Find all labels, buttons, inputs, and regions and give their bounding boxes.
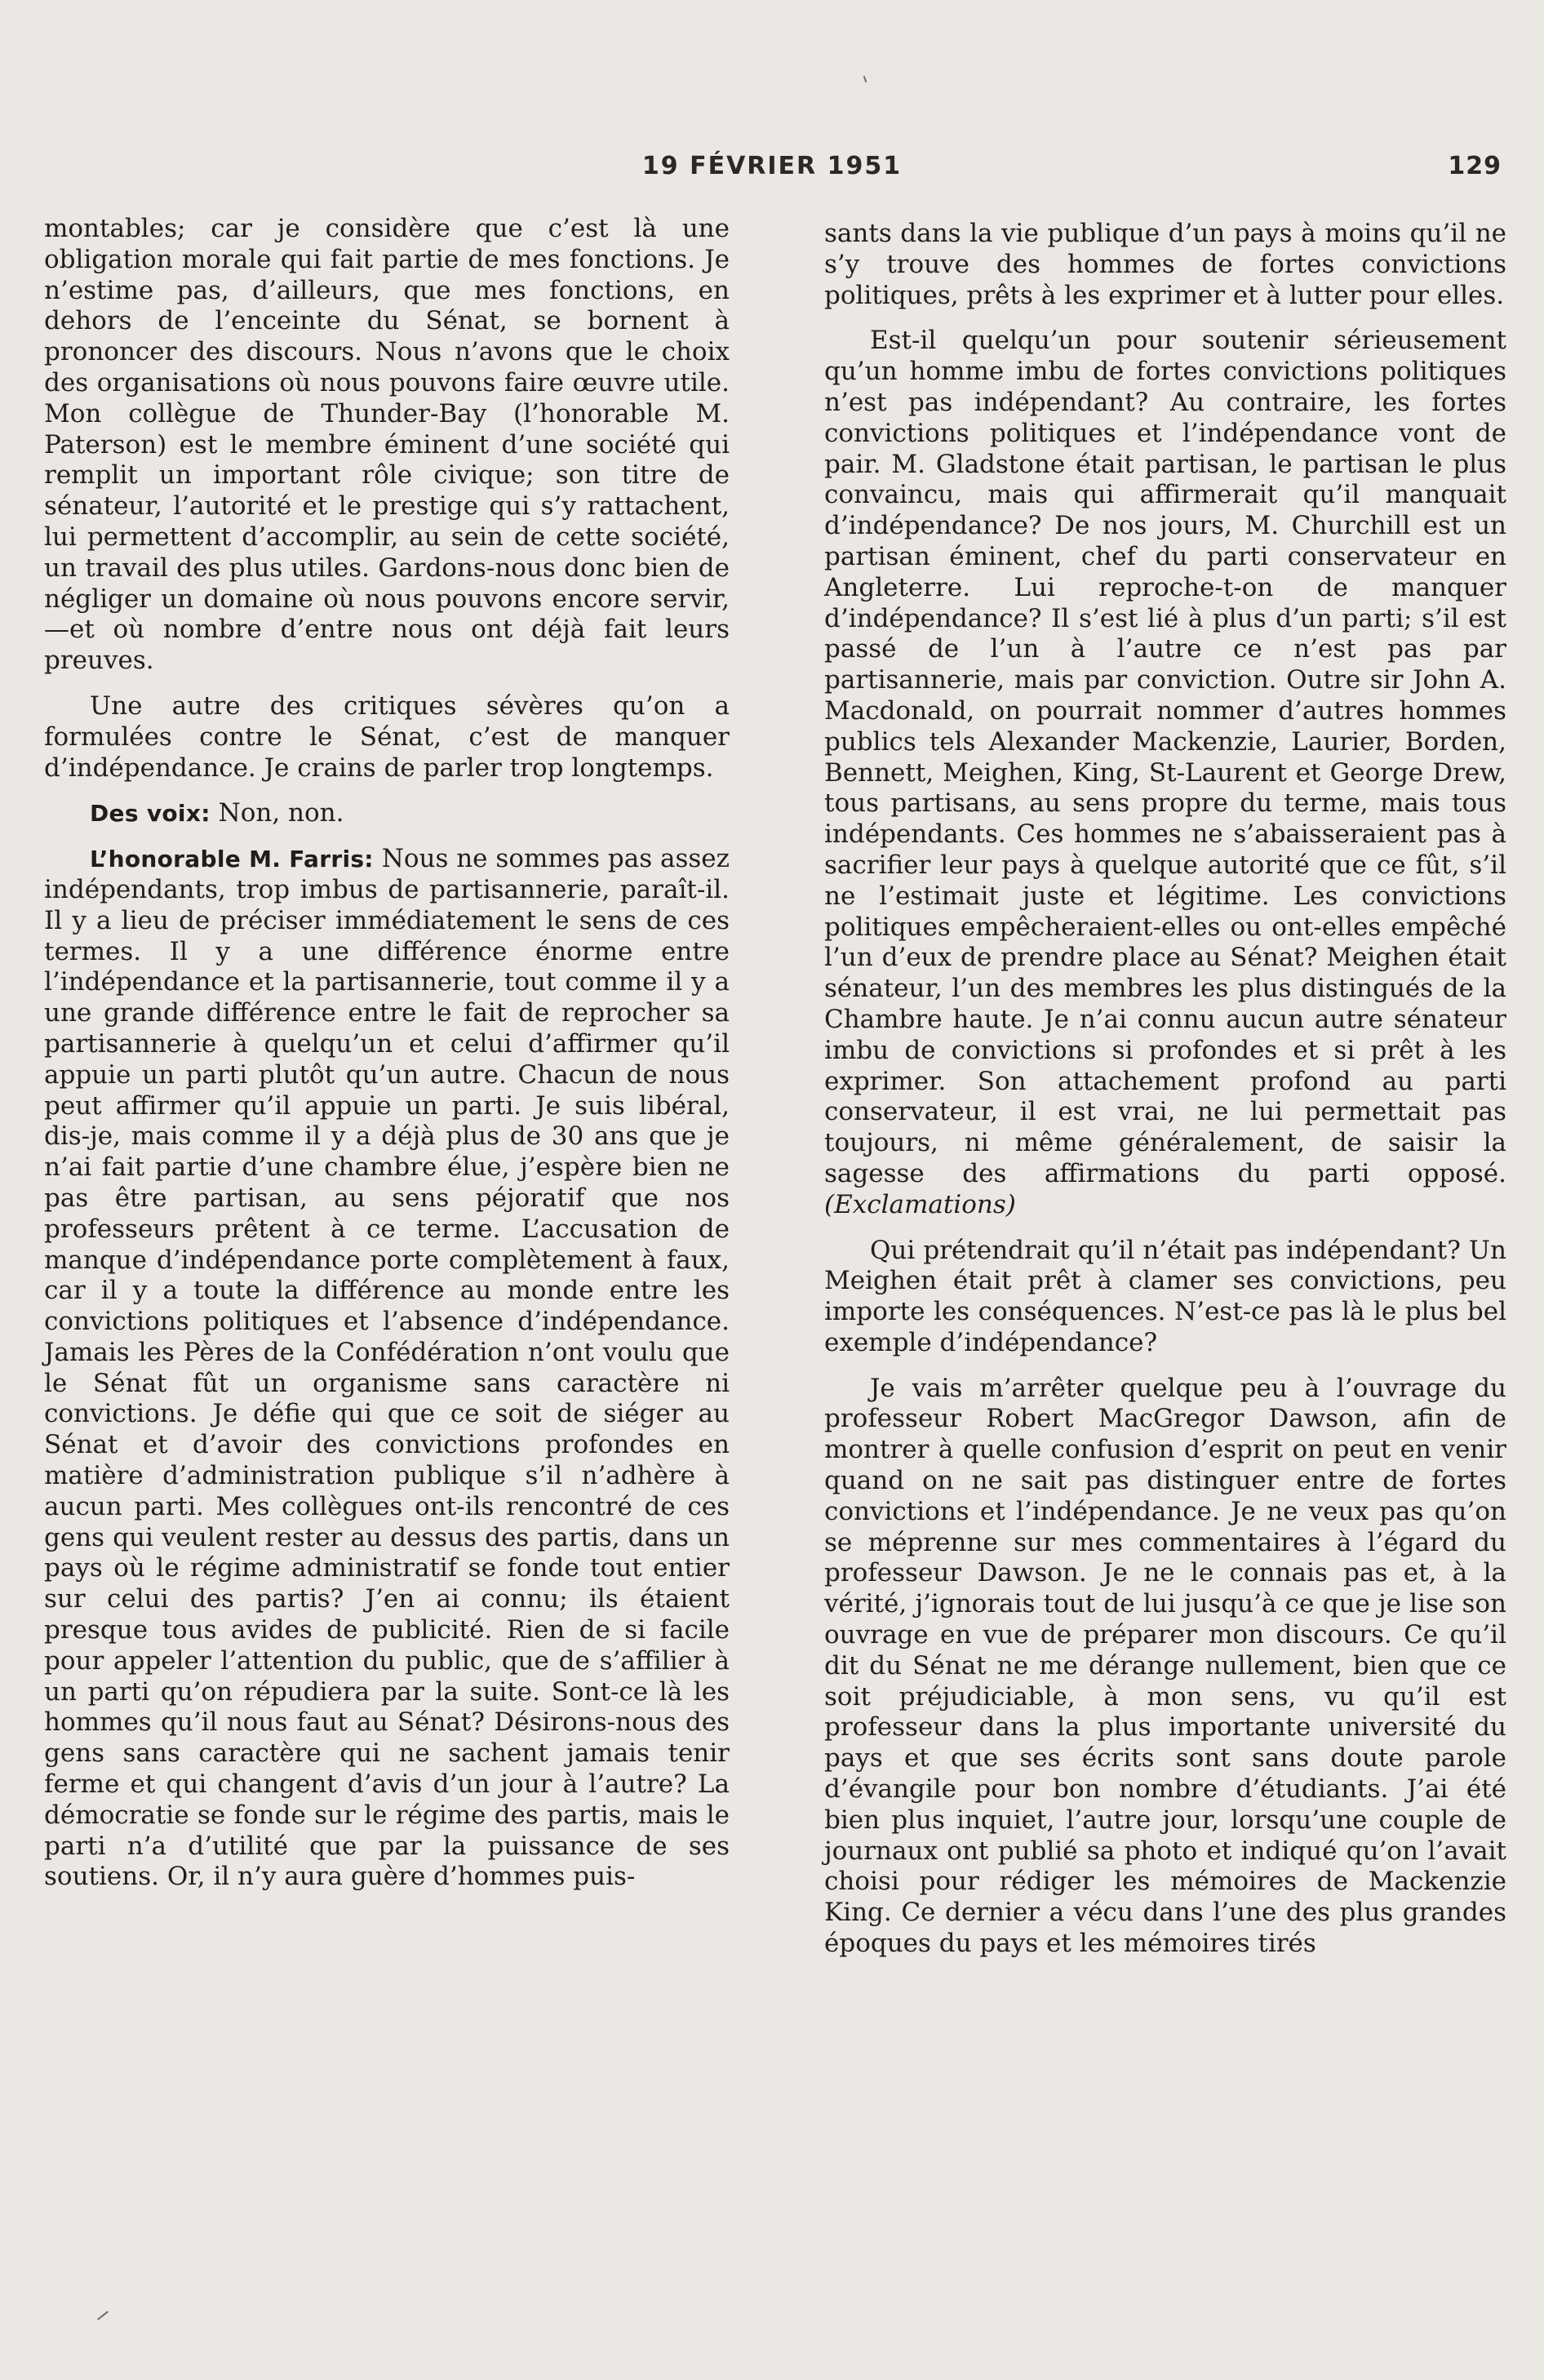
paragraph: Une autre des critiques sévères qu’on a formulées contre le Sénat, c’est de manquer d’indépendance. Je crains de parler trop longtemps.	[44, 690, 730, 783]
aside-exclamations: (Exclamations)	[824, 1189, 1016, 1219]
speech-paragraph	[44, 844, 730, 1893]
speaker-label: L’honorable M. Farris:	[90, 846, 374, 873]
page-number: 129	[1448, 152, 1502, 180]
paragraph: sants dans la vie publique d’un pays à moins qu’il ne s’y trouve des hommes de fortes convictions politiques, prêts à les exprimer et à lutter pour elles.	[824, 219, 1506, 310]
speech-text: Non, non.	[218, 798, 344, 828]
speech-paragraph	[44, 798, 730, 829]
paragraph-text: Est-il quelqu’un pour soutenir sérieusement qu’un homme imbu de fortes convictions politiques n’est pas indépendant? Au contraire, les fortes convictions politiques et l’indépendance vont de pair. M. Gladstone était partisan, le partisan le plus convaincu, mais qui affirmerait qu’il manquait d’indépendance? De nos jours, M. Churchill est un partisan éminent, chef du parti conservateur en Angleterre. Lui reproche-t-on de manquer d’indépendance? Il s’est lié à plus d’un parti; s’il est passé de l’un à l’autre ce n’est pas par partisannerie, mais par conviction. Outre sir John A. Macdonald, on pourrait nommer d’autres hommes publics tels Alexander Mackenzie, Laurier, Borden, Bennett, Meighen, King, St-Laurent et George Drew, tous partisans, au sens propre du terme, mais tous indépendants. Ces hommes ne s’abaisseraient pas à sacrifier leur pays à quelque autorité que ce fût, s’il ne l’estimait juste et légitime. Les convictions politiques empêcheraient-elles ou ont-elles empêché l’un d’eux de prendre place au Sénat? Meighen était sénateur, l’un des membres les plus distingués de la Chambre haute. Je n’ai connu aucun autre sénateur imbu de convictions si profondes et si prêt à les exprimer. Son attachement profond au parti conservateur, il est vrai, ne lui permettait pas toujours, ni même généralement, de saisir la sagesse des affirmations du parti opposé.	[824, 326, 1506, 1188]
right-column	[824, 219, 1506, 1960]
header-date: 19 FÉVRIER 1951	[641, 152, 903, 180]
left-column	[44, 214, 730, 1893]
paragraph	[824, 326, 1506, 1220]
page-header	[0, 152, 1544, 188]
scan-speck	[97, 2311, 109, 2320]
scan-speck	[863, 76, 867, 82]
paragraph: Qui prétendrait qu’il n’était pas indépendant? Un Meighen était prêt à clamer ses convictions, peu importe les conséquences. N’est-ce pas là le plus bel exemple d’indépendance?	[824, 1235, 1506, 1357]
speaker-label: Des voix:	[90, 800, 211, 828]
paragraph: montables; car je considère que c’est là une obligation morale qui fait partie de mes fonctions. Je n’estime pas, d’ailleurs, que mes fonctions, en dehors de l’enceinte du Sénat, se bornent à prononcer des discours. Nous n’avons que le choix des organisations où nous pouvons faire œuvre utile. Mon collègue de Thunder-Bay (l’honorable M. Paterson) est le membre éminent d’une société qui remplit un important rôle civique; son titre de sénateur, l’autorité et le prestige qui s’y rattachent, lui permettent d’accomplir, au sein de cette société, un travail des plus utiles. Gardons-nous donc bien de négliger un domaine où nous pouvons encore servir,—et où nombre d’entre nous ont déjà fait leurs preuves.	[44, 214, 730, 676]
paragraph: Je vais m’arrêter quelque peu à l’ouvrage du professeur Robert MacGregor Dawson, afin de montrer à quelle confusion d’esprit on peut en venir quand on ne sait pas distinguer entre de fortes convictions et l’indépendance. Je ne veux pas qu’on se méprenne sur mes commentaires à l’égard du professeur Dawson. Je ne le connais pas et, à la vérité, j’ignorais tout de lui jusqu’à ce que je lise son ouvrage en vue de préparer mon discours. Ce qu’il dit du Sénat ne me dérange nullement, bien que ce soit préjudiciable, à mon sens, vu qu’il est professeur dans la plus importante université du pays et que ses écrits sont sans doute parole d’évangile pour bon nombre d’étudiants. J’ai été bien plus inquiet, l’autre jour, lorsqu’une couple de journaux ont publié sa photo et indiqué qu’on l’avait choisi pour rédiger les mémoires de Mackenzie King. Ce dernier a vécu dans l’une des plus grandes époques du pays et les mémoires tirés	[824, 1373, 1506, 1959]
speech-text: Nous ne sommes pas assez indépendants, trop imbus de partisannerie, paraît-il. Il y a lieu de préciser immédiatement le sens de ces termes. Il y a une différence énorme entre l’indépendance et la partisannerie, tout comme il y a une grande différence entre le fait de reprocher sa partisannerie à quelqu’un et celui d’affirmer qu’il appuie un parti plutôt qu’un autre. Chacun de nous peut affirmer qu’il appuie un parti. Je suis libéral, dis-je, mais comme il y a déjà plus de 30 ans que je n’ai fait partie d’une chambre élue, j’espère bien ne pas être partisan, au sens péjoratif que nos professeurs prêtent à ce terme. L’accusation de manque d’indépendance porte complètement à faux, car il y a toute la différence au monde entre les convictions politiques et l’absence d’indépendance. Jamais les Pères de la Confédération n’ont voulu que le Sénat fût un organisme sans caractère ni convictions. Je défie qui que ce soit de siéger au Sénat et d’avoir des convictions profondes en matière d’administration publique s’il n’adhère à aucun parti. Mes collègues ont-ils rencontré de ces gens qui veulent rester au dessus des partis, dans un pays où le régime administratif se fonde tout entier sur celui des partis? J’en ai connu; ils étaient presque tous avides de publicité. Rien de si facile pour appeler l’attention du public, que de s’affilier à un parti qu’on répudiera par la suite. Sont-ce là les hommes qu’il nous faut au Sénat? Désirons-nous des gens sans caractère qui ne sachent jamais tenir ferme et qui changent d’avis d’un jour à l’autre? La démocratie se fonde sur le régime des partis, mais le parti n’a d’utilité que par la puissance de ses soutiens. Or, il n’y aura guère d’hommes puis-	[44, 844, 730, 1892]
